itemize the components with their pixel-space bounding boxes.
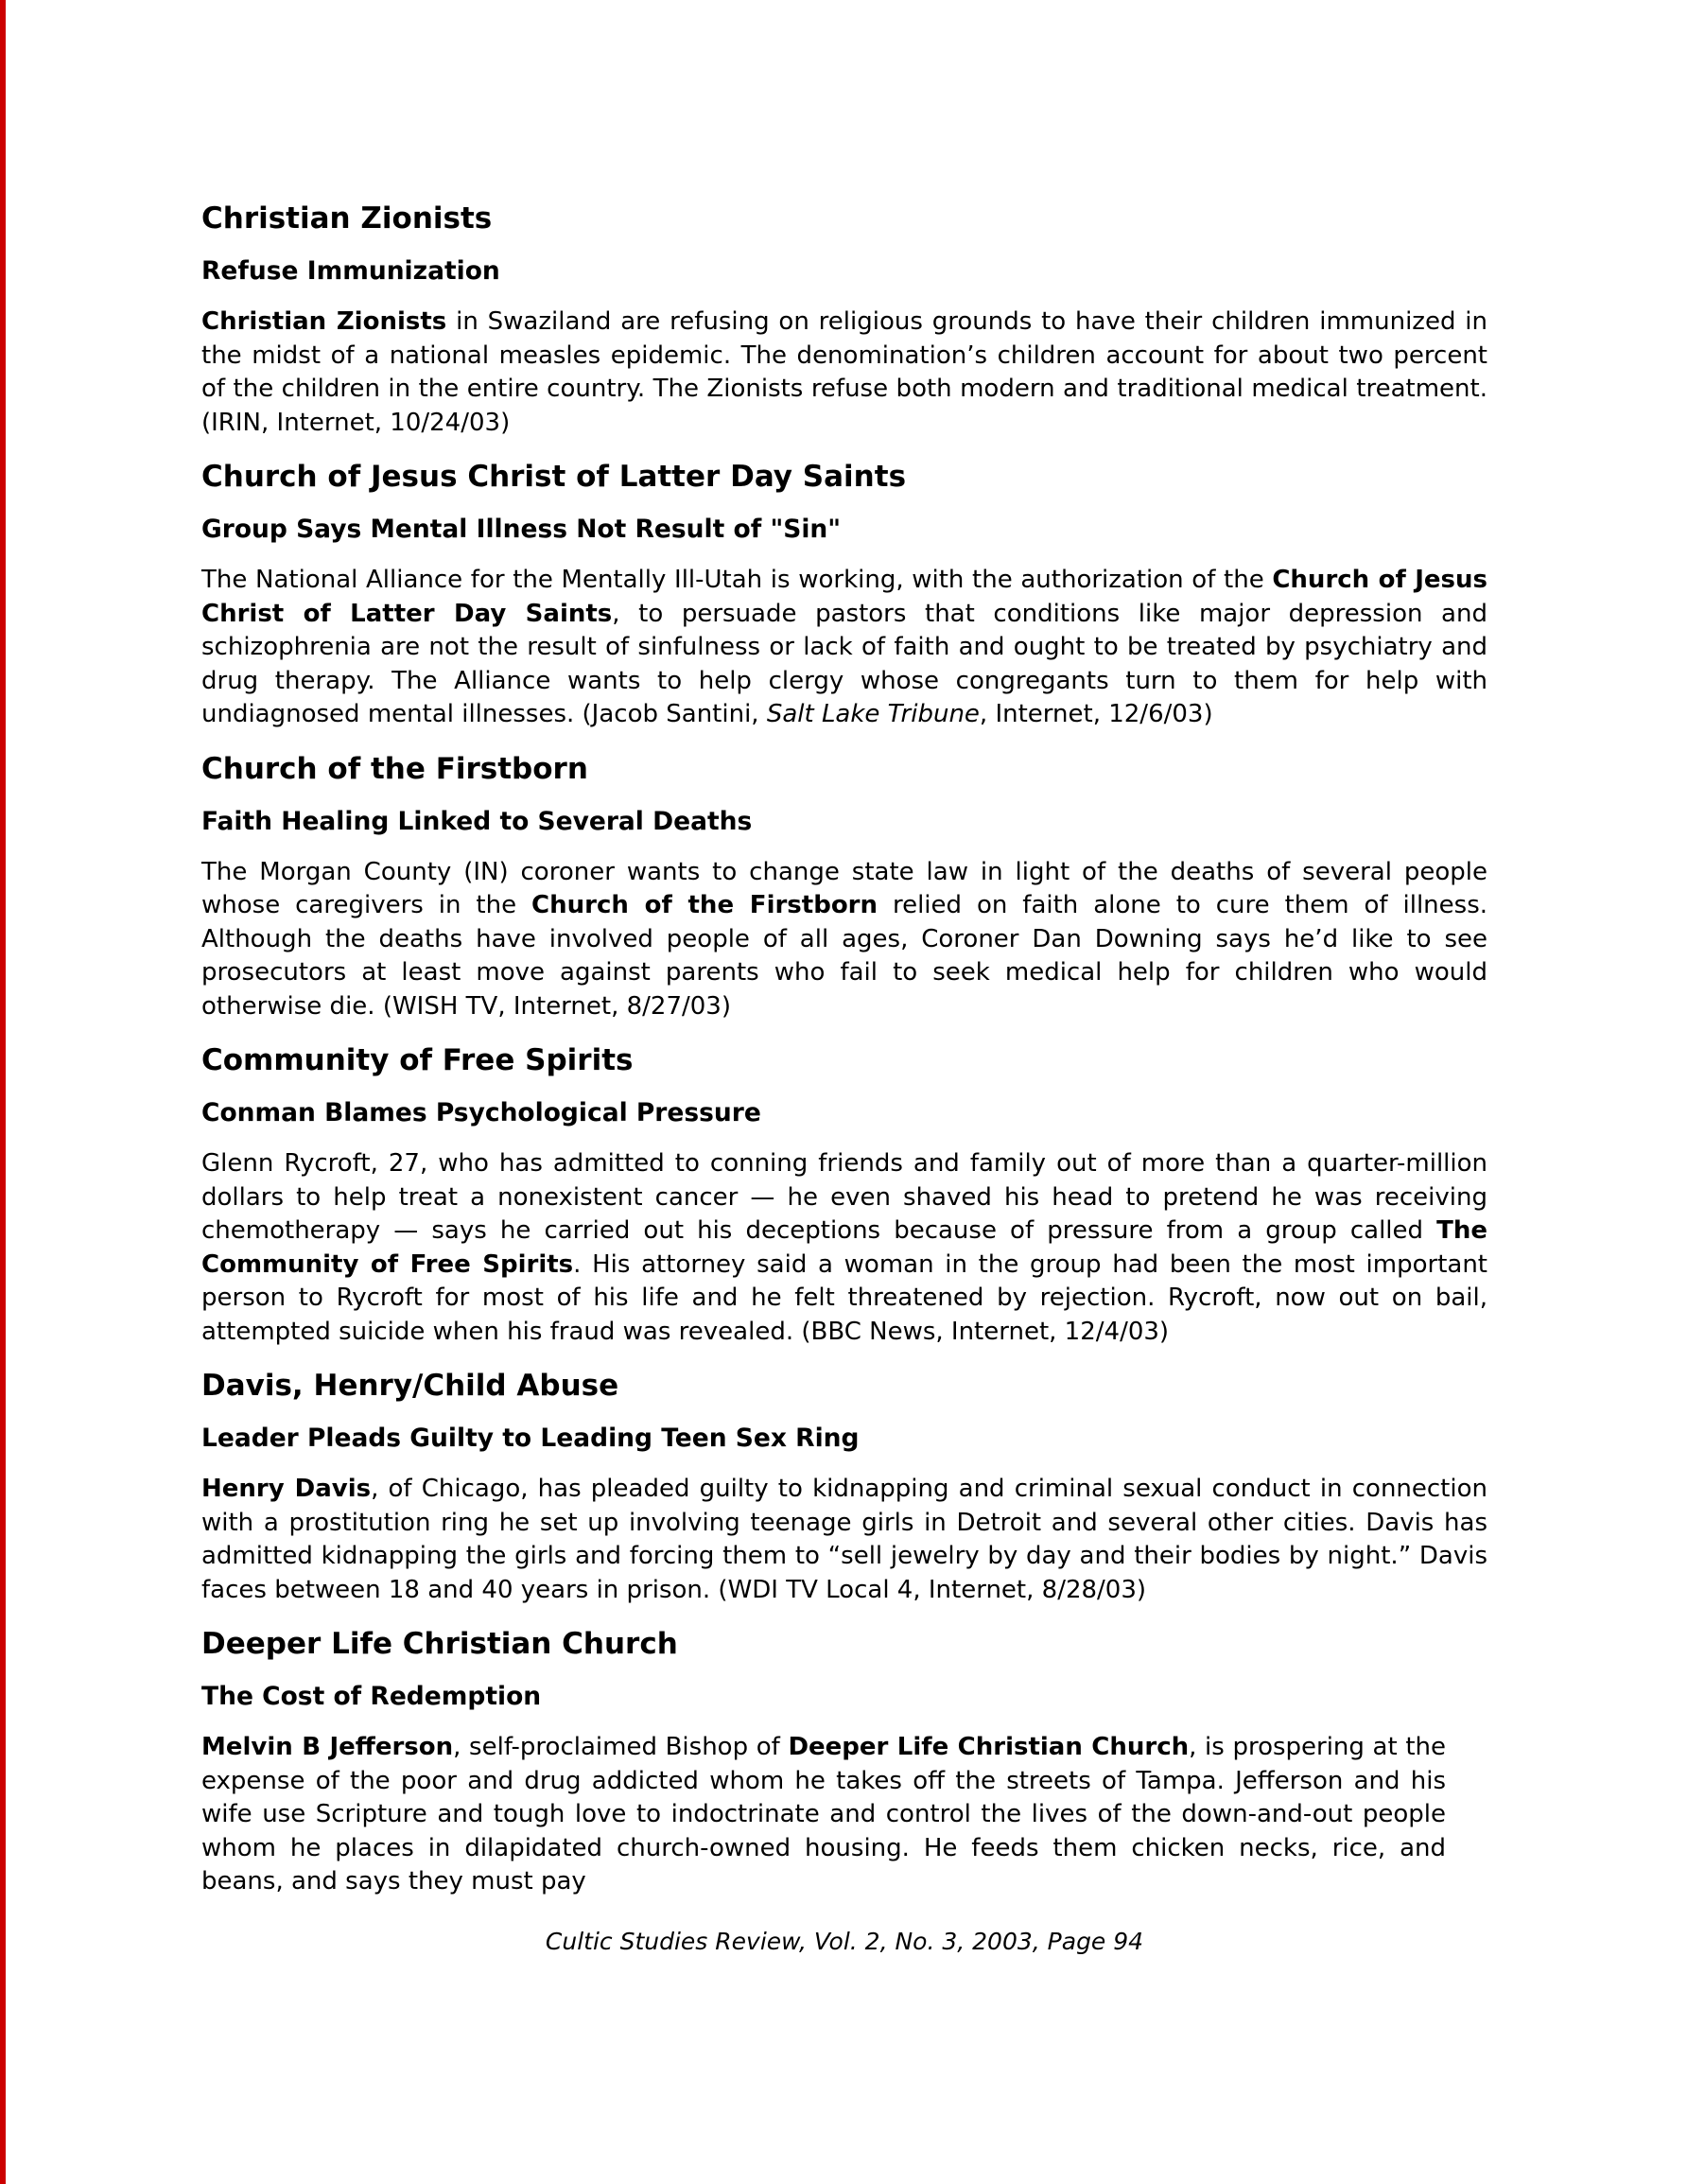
bold-text-run: Christian Zionists [201,307,447,336]
page-footer: Cultic Studies Review, Vol. 2, No. 3, 2003, Page 94 [545,1927,1144,1955]
section-paragraph [201,1147,1487,1349]
text-run: The National Alliance for the Mentally Ill-Utah is working, with the authorization of the [201,566,1273,594]
sections-container [201,201,1487,1899]
text-run: , is prospering at the expense of the poor and drug addicted whom he takes off the streets of Tampa. Jefferson and his wife use Scripture and tough love to indoctrinate and control the lives of the down-and-out people whom he places in dilapidated church-owned housing. He feeds them chicken necks, rice, and beans, and says they must pay [201,1733,1446,1896]
section-paragraph [201,856,1487,1024]
text-run: Glenn Rycroft, 27, who has admitted to conning friends and family out of more than a quarter-million dollars to help treat a nonexistent cancer — he even shaved his head to pretend he was receiving chemotherapy — says he carried out his deceptions because of pressure from a group called [201,1149,1487,1245]
bold-text-run: Melvin B Jefferson [201,1733,454,1761]
text-run: in Swaziland are refusing on religious grounds to have their children immunized in the midst of a national measles epidemic. The denomination’s children account for about two percent of the children in the entire country. The Zionists refuse both modern and traditional medical treatment. (IRIN, Internet, 10/24/03) [201,307,1487,437]
text-run: relied on faith alone to cure them of illness. Although the deaths have involved people of all ages, Coroner Dan Downing says he’d like to see prosecutors at least move against parents who fail to seek medical help for children who would otherwise die. (WISH TV, Internet, 8/27/03) [201,891,1488,1021]
section-title: Christian Zionists [201,201,493,236]
section-title: Community of Free Spirits [201,1043,634,1077]
section-paragraph [201,306,1487,440]
section-subtitle: Faith Healing Linked to Several Deaths [201,806,753,836]
bold-text-run: Church of the Firstborn [531,891,878,919]
section-subtitle: The Cost of Redemption [201,1682,542,1711]
section-paragraph [201,564,1487,732]
section-title: Deeper Life Christian Church [201,1627,678,1661]
left-edge-red-bar [0,0,6,2184]
bold-text-run: Deeper Life Christian Church [788,1733,1190,1761]
news-section [201,1042,1487,1349]
section-paragraph [201,1731,1446,1899]
document-page [201,201,1487,1957]
text-run: The Morgan County (IN) coroner wants to change state law in light of the deaths of several people whose caregivers in the [201,857,1487,919]
news-section [201,751,1487,1024]
section-title: Davis, Henry/Child Abuse [201,1369,619,1403]
text-run: , Internet, 12/6/03) [979,700,1213,728]
bold-text-run: Henry Davis [201,1475,372,1503]
section-title: Church of Jesus Christ of Latter Day Saints [201,460,907,494]
bold-text-run: Church of Jesus Christ of Latter Day Saints [201,566,1487,628]
section-subtitle: Refuse Immunization [201,256,500,286]
bold-text-run: The Community of Free Spirits [201,1216,1487,1279]
section-subtitle: Leader Pleads Guilty to Leading Teen Sex Ring [201,1424,860,1453]
text-run: , to persuade pastors that conditions like major depression and schizophrenia are not the result of sinfulness or lack of faith and ought to be treated by psychiatry and drug therapy. The Alliance wants to help clergy whose congregants turn to them for help with undiagnosed mental illnesses. (Jacob Santini, [201,599,1487,728]
section-subtitle: Conman Blames Psychological Pressure [201,1098,761,1127]
text-run: , self-proclaimed Bishop of [453,1733,789,1761]
section-paragraph [201,1473,1487,1607]
section-subtitle: Group Says Mental Illness Not Result of "Sin" [201,515,842,544]
text-run: , of Chicago, has pleaded guilty to kidnapping and criminal sexual conduct in connection with a prostitution ring he set up involving teenage girls in Detroit and several other cities. Davis has admitted kidnapping the girls and forcing them to “sell jewelry by day and their bodies by night.” Davis faces between 18 and 40 years in prison. (WDI TV Local 4, Internet, 8/28/03) [201,1475,1487,1604]
section-title: Church of the Firstborn [201,751,588,786]
italic-text-run: Salt Lake Tribune [766,700,980,728]
text-run: . His attorney said a woman in the group had been the most important person to Rycroft for most of his life and he felt threatened by rejection. Rycroft, now out on bail, attempted suicide when his fraud was revealed. (BBC News, Internet, 12/4/03) [201,1249,1488,1346]
news-section [201,1368,1487,1607]
news-section [201,201,1487,440]
news-section [201,1626,1487,1899]
news-section [201,459,1487,732]
